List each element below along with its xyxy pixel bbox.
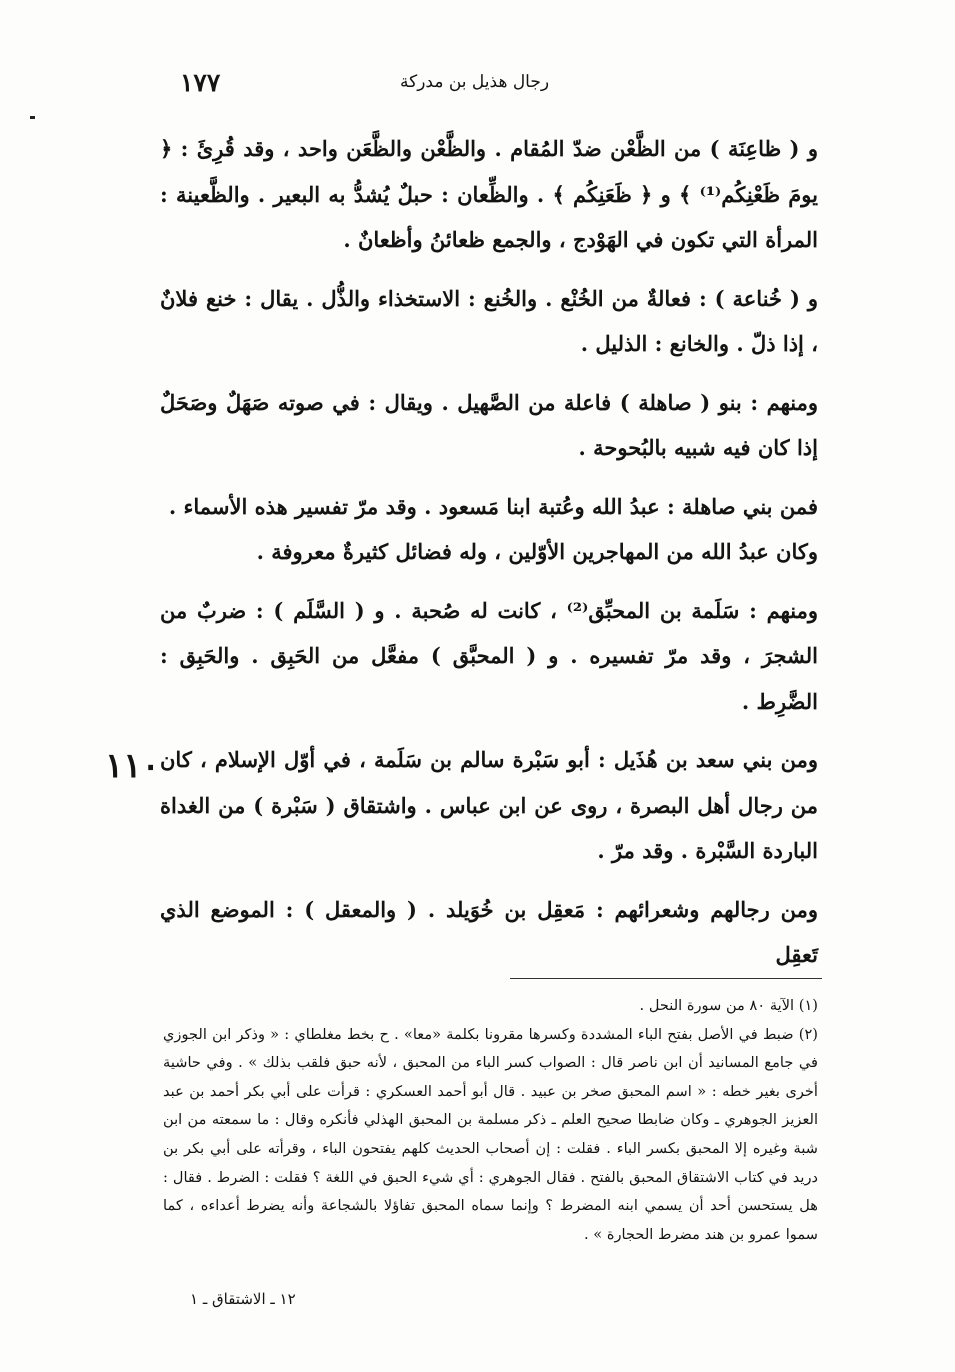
margin-speck: [30, 116, 35, 119]
paragraph: ومن بني سعد بن هُذَيل : أبو سَبْرة سالم بن سَلَمة ، في أوّل الإسلام ، كان من رجال أهل البصرة ، روى عن ابن عباس . واشتقاق ( سَبْرة ) من الغداة الباردة السَّبْرة . وقد مرّ .: [160, 747, 818, 863]
footnotes: [163, 992, 818, 1249]
paragraph: ومنهم : بنو ( صاهلة ) فاعلة من الصَّهيل . ويقال : في صوته صَهَلٌ وصَحَلٌ إذا كان فيه شبيه بالبُحوحة .: [160, 389, 818, 460]
footnote-divider: [510, 978, 822, 979]
main-text: [160, 126, 818, 991]
margin-entry-number: ١١٠: [105, 746, 160, 786]
paragraph: فمن بني صاهلة : عبدُ الله وعُتبة ابنا مَسعود . وقد مرّ تفسير هذه الأسماء .: [168, 493, 818, 519]
paragraph: ومن رجالهم وشعرائهم : مَعقِل بن خُوَيلد . ( والمعقل ) : الموضع الذي تَعقِل: [160, 896, 818, 967]
paragraph: ومنهم : سَلَمة بن المحبِّق⁽²⁾ ، كانت له صُحبة . و ( السَّلَم ) : ضربٌ من الشجرَ ، وقد مرّ تفسيره . و ( المحبَّق ) مفعَّل من الحَبِق . والحَبِق : الضَّرِط .: [160, 597, 818, 714]
footnote-item: (٢) ضبط في الأصل بفتح الباء المشددة وكسرها مقرونا بكلمة «معا» . ح بخط مغلطاي : « وذكر ابن الجوزي في جامع المسانيد أن ابن ناصر قال : الصواب كسر الباء من المحبق ، لأنه حبق فلقب بذلك » . وفي حاشية أخرى بغير خطه : « اسم المحبق صخر بن عبيد . قال أبو أحمد العسكري : قرأت على أبي بكر أحمد بن عبد العزيز الجوهري ـ وكان ضابطا صحيح العلم ـ ذكر مسلمة بن المحبق الهذلي فأنكره وقال : ما سمعته من ابن شبة وغيره إلا المحبق بكسر الباء . فقلت : إن أصحاب الحديث كلهم يفتحون الباء ، وقرأته على أبي بكر بن دريد في كتاب الاشتقاق المحبق بالفتح . فقال الجوهري : أي شيء الحبق في اللغة ؟ فقلت : الضرط . فقال : هل يستحسن أحد أن يسمي ابنه المضرط ؟ وإنما سماه المحبق تفاؤلا بالشجاعة وأنه يضرط أعداءه ، كما سموا عمرو بن هند مضرط الحجارة » .: [163, 1025, 818, 1243]
paragraph: وكان عبدُ الله من المهاجرين الأوّلين ، وله فضائل كثيرةٌ معروفة .: [256, 539, 818, 564]
footnote-item: (١) الآية ٨٠ من سورة النحل .: [639, 997, 818, 1014]
running-title: رجال هذيل بن مدركة: [400, 72, 550, 92]
page-number: ١٧٧: [180, 68, 221, 97]
paragraph: و ( ظاعِنَة ) من الظَّعْن ضدّ المُقام . والظَّعْن والظَّعَن واحد ، وقد قُرِئَ : ﴿ يومَ ظَعْنِكُم⁽¹⁾ ﴾ و ﴿ ظَعَنِكُم ﴾ . والظِّعان : حبلٌ يُشدُّ به البعير . والظَّعينة : المرأة التي تكون في الهَوْدج ، والجمع ظعائنُ وأظعانٌ .: [160, 136, 818, 252]
signature-mark: ١٢ ـ الاشتقاق ـ ١: [190, 1290, 296, 1308]
paragraph: و ( خُناعة ) : فعالةٌ من الخُنْع . والخُنع : الاستخذاء والذُّل . يقال : خنع فلانٌ ، إذا ذلّ . والخانع : الذليل .: [160, 285, 818, 356]
page-header: [0, 68, 955, 108]
